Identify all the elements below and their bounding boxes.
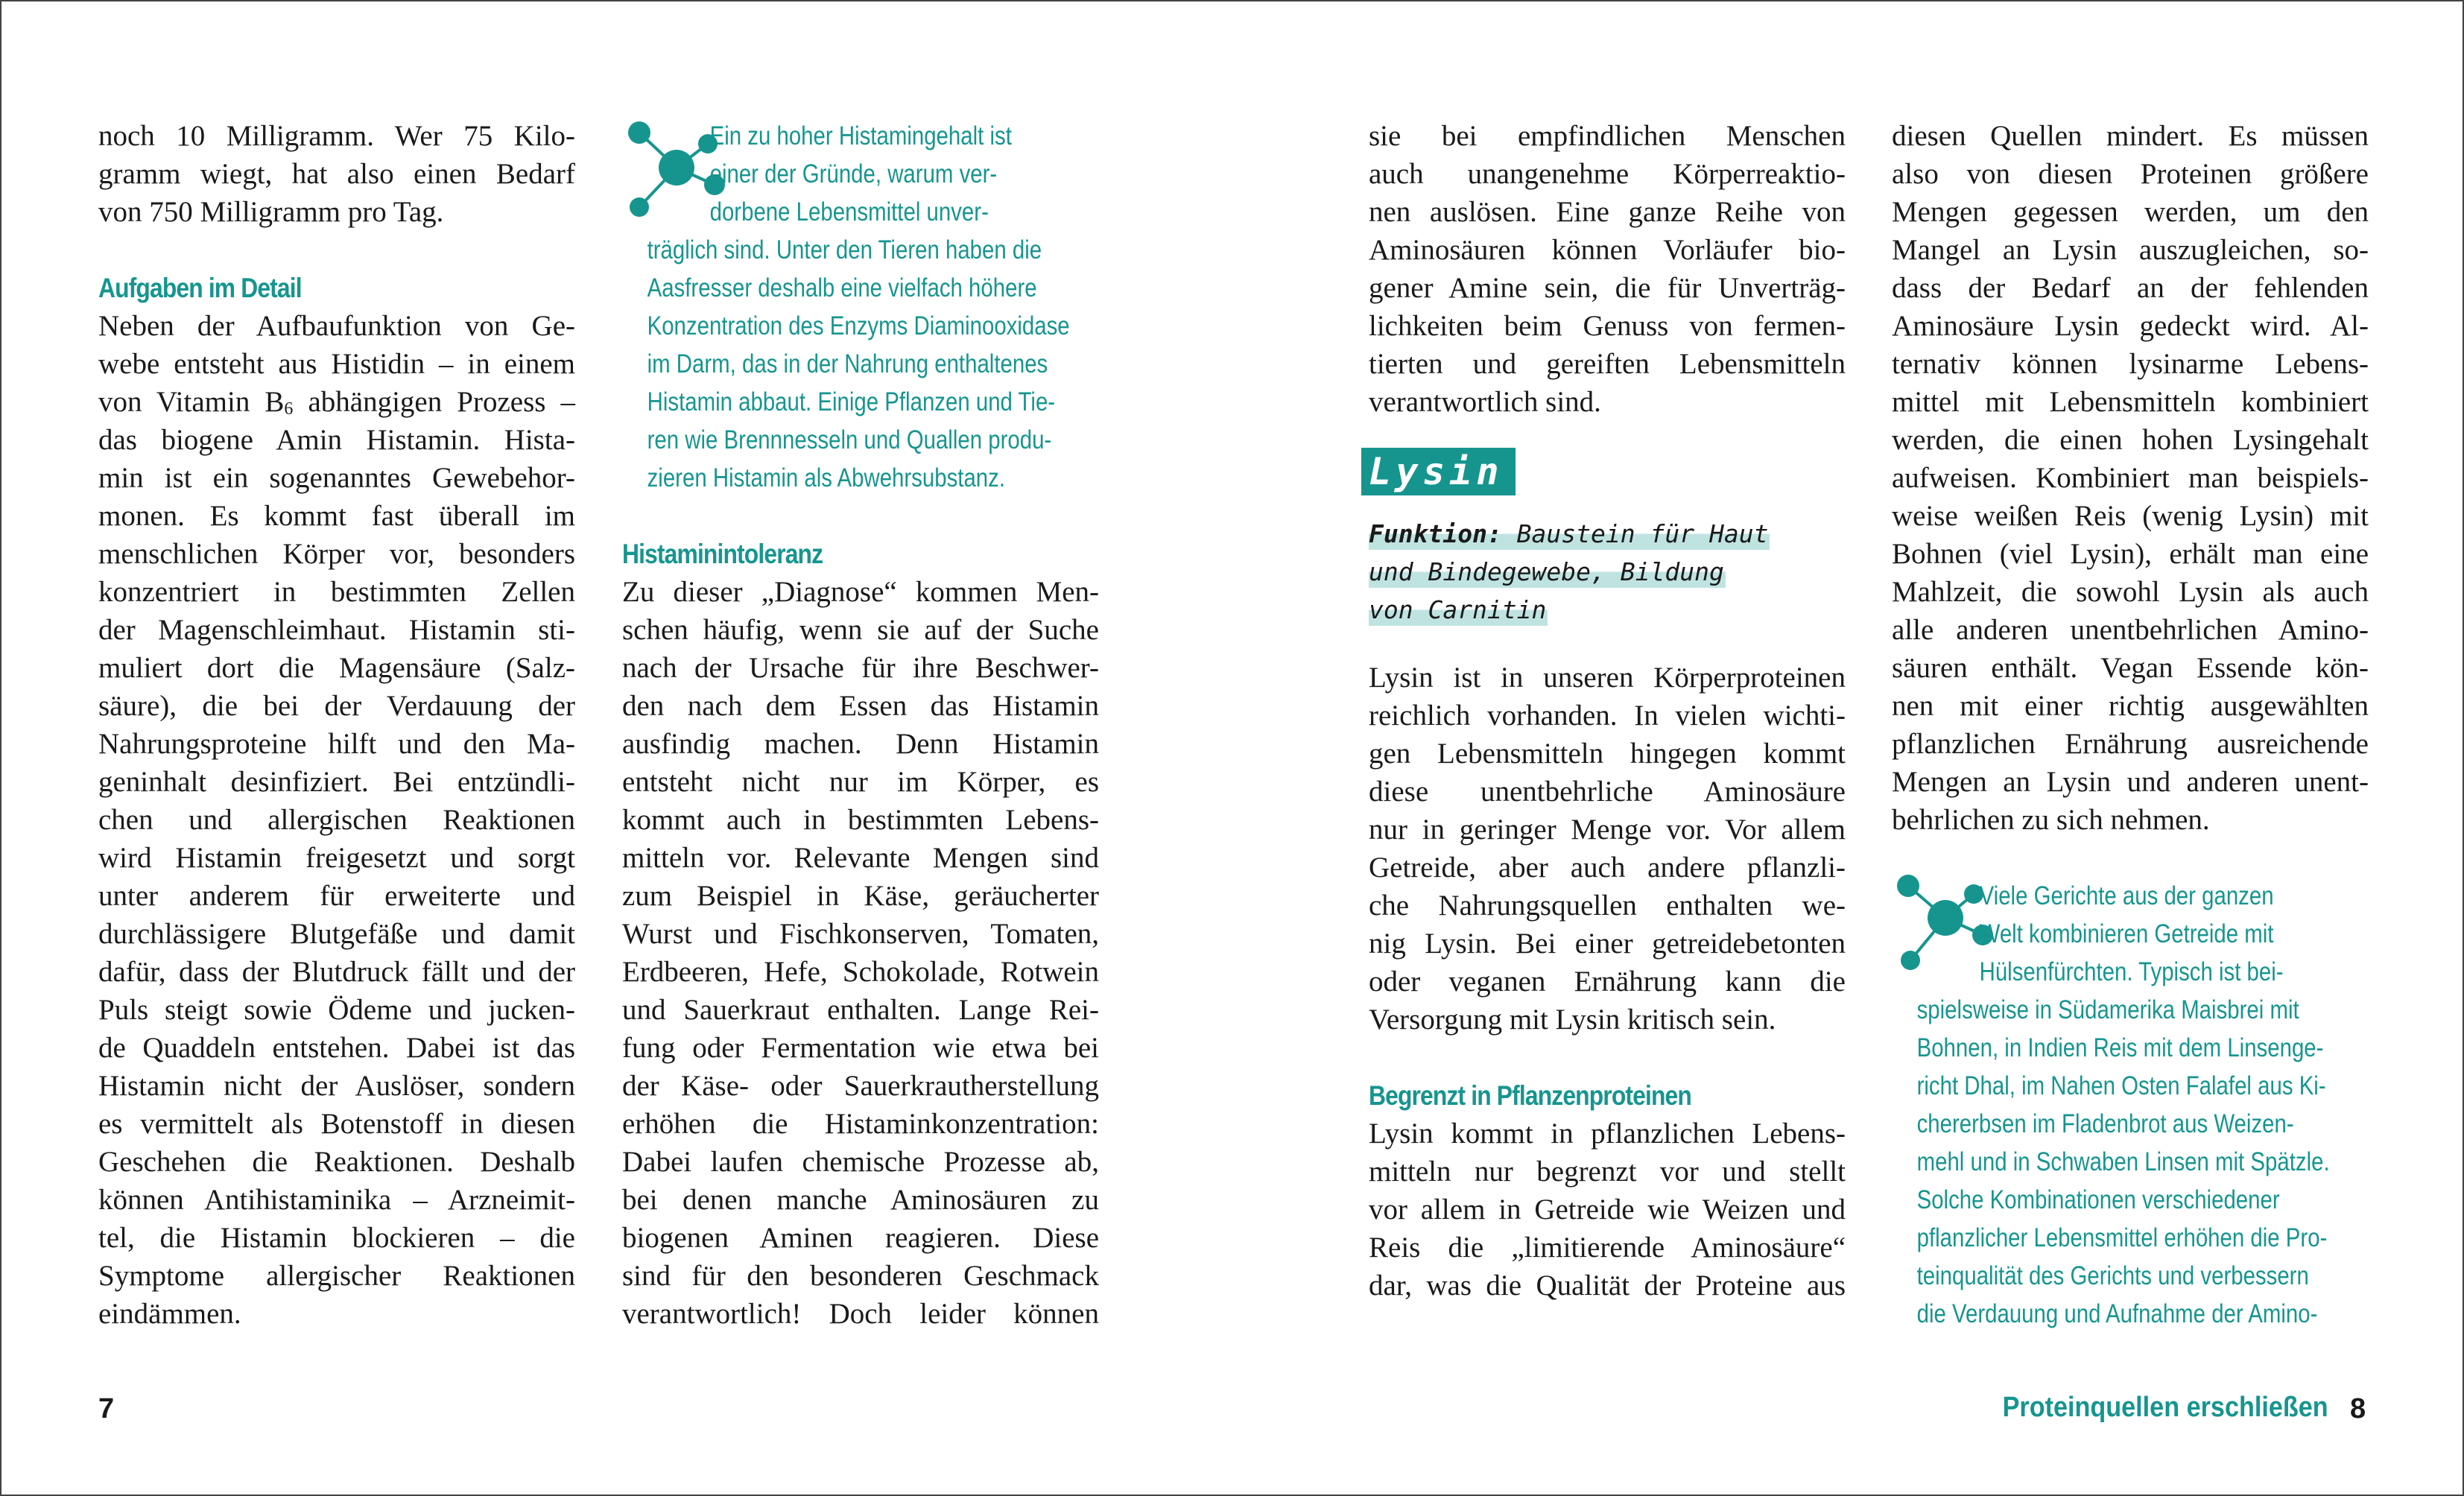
body-line: erhöhen die Histaminkonzentration:: [622, 1108, 1099, 1140]
body-line: nen auslösen. Eine ganze Reihe von: [1369, 196, 1846, 228]
callout-line: Aasfresser deshalb eine vielfach höhere: [647, 273, 1037, 302]
body-line: Erdbeeren, Hefe, Schokolade, Rotwein: [622, 956, 1099, 988]
body-line: werden, die einen hohen Lysingehalt: [1892, 424, 2369, 456]
body-line: durchlässigere Blutgefäße und damit: [98, 918, 575, 950]
section-heading-aufgaben: Aufgaben im Detail: [98, 273, 302, 303]
body-line: den nach dem Essen das Histamin: [622, 690, 1099, 722]
funktion-highlight-line: [1369, 515, 1770, 553]
body-line: diesen Quellen mindert. Es müssen: [1892, 120, 2369, 152]
body-line: nach der Ursache für ihre Beschwer-: [622, 652, 1099, 684]
body-line: menschlichen Körper vor, besonders: [98, 538, 575, 570]
callout-line: Ein zu hoher Histamingehalt ist: [709, 121, 1012, 150]
running-head: Proteinquellen erschließen: [2002, 1392, 2328, 1423]
body-line: Neben der Aufbaufunktion von Ge-: [98, 310, 575, 342]
funktion-highlight-line: von Carnitin: [1369, 591, 1548, 629]
body-line: noch 10 Milligramm. Wer 75 Kilo-: [98, 120, 575, 152]
body-line: nen mit einer richtig ausgewählten: [1892, 690, 2369, 722]
text-run: abhängigen Prozess –: [293, 386, 575, 418]
body-line: entsteht nicht nur im Körper, es: [622, 766, 1099, 798]
body-line: dafür, dass der Blutdruck fällt und der: [98, 956, 575, 988]
callout-line: Bohnen, in Indien Reis mit dem Linsenge-: [1916, 1033, 2324, 1062]
body-line: aufweisen. Kombiniert man beispiels-: [1892, 462, 2369, 494]
body-line: kommt auch in bestimmten Lebens-: [622, 804, 1099, 836]
callout-line: spielsweise in Südamerika Maisbrei mit: [1916, 995, 2299, 1024]
info-callout-histamin: [622, 117, 1099, 497]
body-line: Lysin ist in unseren Körperproteinen: [1369, 662, 1846, 694]
body-line: Aminosäure Lysin gedeckt wird. Al-: [1892, 310, 2369, 342]
body-line: verantwortlich sind.: [1369, 386, 1601, 418]
body-line: Reis die „limitierende Aminosäure“: [1369, 1232, 1846, 1264]
page8-column1: [1369, 117, 1846, 1305]
callout-line: chererbsen im Fladenbrot aus Weizen-: [1916, 1109, 2294, 1138]
amino-acid-badge-lysin: Lysin: [1361, 448, 1516, 495]
body-line: chen und allergischen Reaktionen: [98, 804, 575, 836]
body-line: nur in geringer Menge vor. Vor allem: [1369, 814, 1846, 846]
body-line: Dabei laufen chemische Prozesse ab,: [622, 1146, 1099, 1178]
body-line: gener Amine sein, die für Unverträg-: [1369, 272, 1846, 304]
body-line: auch unangenehme Körperreaktio-: [1369, 158, 1846, 190]
callout-line: im Darm, das in der Nahrung enthaltenes: [647, 349, 1048, 378]
body-line: Nahrungsproteine hilft und den Ma-: [98, 728, 575, 760]
subscript: 6: [284, 399, 294, 419]
callout-line: Solche Kombinationen verschiedener: [1916, 1185, 2280, 1214]
body-line: Getreide, aber auch andere pflanzli-: [1369, 852, 1846, 884]
body-line: zum Beispiel in Käse, geräucherter: [622, 880, 1099, 912]
body-line: Histamin nicht der Auslöser, sondern: [98, 1070, 575, 1102]
callout-line: einer der Gründe, warum ver-: [709, 159, 998, 188]
body-line: webe entsteht aus Histidin – in einem: [98, 348, 575, 380]
body-line: wird Histamin freigesetzt und sorgt: [98, 842, 575, 874]
body-line: oder veganen Ernährung kann die: [1369, 966, 1846, 998]
page-number-right: 8: [2350, 1393, 2366, 1424]
body-line: Versorgung mit Lysin kritisch sein.: [1369, 1004, 1776, 1036]
body-line: Mengen gegessen werden, um den: [1892, 196, 2369, 228]
body-line: reichlich vorhanden. In vielen wichti-: [1369, 700, 1846, 732]
body-line: min ist ein sogenanntes Gewebehor-: [98, 462, 575, 494]
page8-column2: [1892, 117, 2369, 1333]
body-line: weise weißen Reis (wenig Lysin) mit: [1892, 500, 2369, 532]
callout-line: Konzentration des Enzyms Diaminooxidase: [647, 311, 1070, 340]
callout-line: ren wie Brennnesseln und Quallen produ-: [647, 425, 1052, 454]
body-line: Aminosäuren können Vorläufer bio-: [1369, 234, 1846, 266]
callout-line: richt Dhal, im Nahen Osten Falafel aus Ki-: [1916, 1071, 2326, 1100]
body-line: alle anderen unentbehrlichen Amino-: [1892, 614, 2369, 646]
body-line: Bohnen (viel Lysin), erhält man eine: [1892, 538, 2369, 570]
callout-line: Hülsenfürchten. Typisch ist bei-: [1979, 957, 2284, 986]
body-line: biogenen Aminen reagieren. Diese: [622, 1222, 1099, 1254]
body-line: das biogene Amin Histamin. Hista-: [98, 424, 575, 456]
info-callout-gerichte: [1892, 877, 2369, 1333]
body-line: eindämmen.: [98, 1298, 241, 1330]
page-number-left: 7: [98, 1393, 115, 1424]
callout-line: Histamin abbaut. Einige Pflanzen und Tie-: [647, 387, 1056, 416]
body-line: fung oder Fermentation wie etwa bei: [622, 1032, 1099, 1064]
callout-line: Viele Gerichte aus der ganzen: [1979, 881, 2274, 910]
body-line: mittel mit Lebensmitteln kombiniert: [1892, 386, 2369, 418]
body-line: der Magenschleimhaut. Histamin sti-: [98, 614, 575, 646]
body-line-vitamin: [98, 383, 575, 421]
text-run: von Vitamin B: [98, 386, 285, 418]
body-line: muliert dort die Magensäure (Salz-: [98, 652, 575, 684]
body-line: verantwortlich! Doch leider können: [622, 1298, 1099, 1330]
body-line: können Antihistaminika – Arzneimit-: [98, 1184, 575, 1216]
body-line: ausfindig machen. Denn Histamin: [622, 728, 1099, 760]
body-line: lichkeiten beim Genuss von fermen-: [1369, 310, 1846, 342]
body-line: Mahlzeit, die sowohl Lysin als auch: [1892, 576, 2369, 608]
body-line: Wurst und Fischkonserven, Tomaten,: [622, 918, 1099, 950]
body-line: de Quaddeln entstehen. Dabei ist das: [98, 1032, 575, 1064]
body-line: behrlichen zu sich nehmen.: [1892, 804, 2210, 836]
funktion-box: [1369, 515, 1846, 629]
body-line: der Käse- oder Sauerkrautherstellung: [622, 1070, 1099, 1102]
body-line: Mengen an Lysin und anderen unent-: [1892, 766, 2369, 798]
body-line: säuren enthält. Vegan Essende kön-: [1892, 652, 2369, 684]
body-line: ternativ können lysinarme Lebens-: [1892, 348, 2369, 380]
callout-line: träglich sind. Unter den Tieren haben die: [647, 235, 1042, 264]
body-line: pflanzlichen Ernährung ausreichende: [1892, 728, 2369, 760]
body-line: von 750 Milligramm pro Tag.: [98, 196, 444, 228]
body-line: Zu dieser „Diagnose“ kommen Men-: [622, 576, 1099, 608]
body-line: tel, die Histamin blockieren – die: [98, 1222, 575, 1254]
body-line: mitteln vor. Relevante Mengen sind: [622, 842, 1099, 874]
section-heading-begrenzt: Begrenzt in Pflanzenproteinen: [1369, 1080, 1691, 1111]
funktion-highlight-line: und Bindegewebe, Bildung: [1369, 553, 1726, 591]
body-line: es vermittelt als Botenstoff in diesen: [98, 1108, 575, 1140]
body-line: unter anderem für erweiterte und: [98, 880, 575, 912]
body-line: Mangel an Lysin auszugleichen, so-: [1892, 234, 2369, 266]
callout-line: mehl und in Schwaben Linsen mit Spätzle.: [1916, 1147, 2330, 1176]
body-line: dass der Bedarf an der fehlenden: [1892, 272, 2369, 304]
body-line: monen. Es kommt fast überall im: [98, 500, 575, 532]
page7-column2: [622, 117, 1099, 1333]
page7-column1: [98, 117, 575, 1333]
body-line: bei denen manche Aminosäuren zu: [622, 1184, 1099, 1216]
body-line: Geschehen die Reaktionen. Deshalb: [98, 1146, 575, 1178]
body-line: gramm wiegt, hat also einen Bedarf: [98, 158, 575, 190]
body-line: also von diesen Proteinen größere: [1892, 158, 2369, 190]
body-line: dar, was die Qualität der Proteine aus: [1369, 1270, 1846, 1302]
body-line: konzentriert in bestimmten Zellen: [98, 576, 575, 608]
callout-line: zieren Histamin als Abwehrsubstanz.: [647, 463, 1006, 492]
callout-line: pflanzlicher Lebensmittel erhöhen die Pro-: [1916, 1223, 2328, 1252]
callout-line: dorbene Lebensmittel unver-: [709, 197, 989, 226]
body-line: mitteln nur begrenzt vor und stellt: [1369, 1156, 1846, 1188]
body-line: sind für den besonderen Geschmack: [622, 1260, 1099, 1292]
body-line: gen Lebensmitteln hingegen kommt: [1369, 738, 1846, 770]
body-line: schen häufig, wenn sie auf der Suche: [622, 614, 1099, 646]
callout-line: teinqualität des Gerichts und verbessern: [1916, 1261, 2309, 1290]
body-line: diese unentbehrliche Aminosäure: [1369, 776, 1846, 808]
body-line: che Nahrungsquellen enthalten we-: [1369, 890, 1846, 922]
body-line: und Sauerkraut enthalten. Lange Rei-: [622, 994, 1099, 1026]
body-line: Lysin kommt in pflanzlichen Lebens-: [1369, 1118, 1846, 1150]
body-line: nig Lysin. Bei einer getreidebetonten: [1369, 928, 1846, 960]
body-line: säure), die bei der Verdauung der: [98, 690, 575, 722]
callout-line: die Verdauung und Aufnahme der Amino-: [1916, 1299, 2318, 1328]
body-line: tierten und gereiften Lebensmitteln: [1369, 348, 1846, 380]
funktion-label: Funktion:: [1369, 519, 1502, 548]
body-line: Puls steigt sowie Ödeme und jucken-: [98, 994, 575, 1026]
body-line: geninhalt desinfiziert. Bei entzündli-: [98, 766, 575, 798]
callout-line: Welt kombinieren Getreide mit: [1979, 919, 2274, 948]
section-heading-histaminintoleranz: Histaminintoleranz: [622, 539, 823, 569]
body-line: vor allem in Getreide wie Weizen und: [1369, 1194, 1846, 1226]
body-line: Symptome allergischer Reaktionen: [98, 1260, 575, 1292]
body-line: sie bei empfindlichen Menschen: [1369, 120, 1846, 152]
funktion-text: Baustein für Haut: [1501, 519, 1769, 548]
